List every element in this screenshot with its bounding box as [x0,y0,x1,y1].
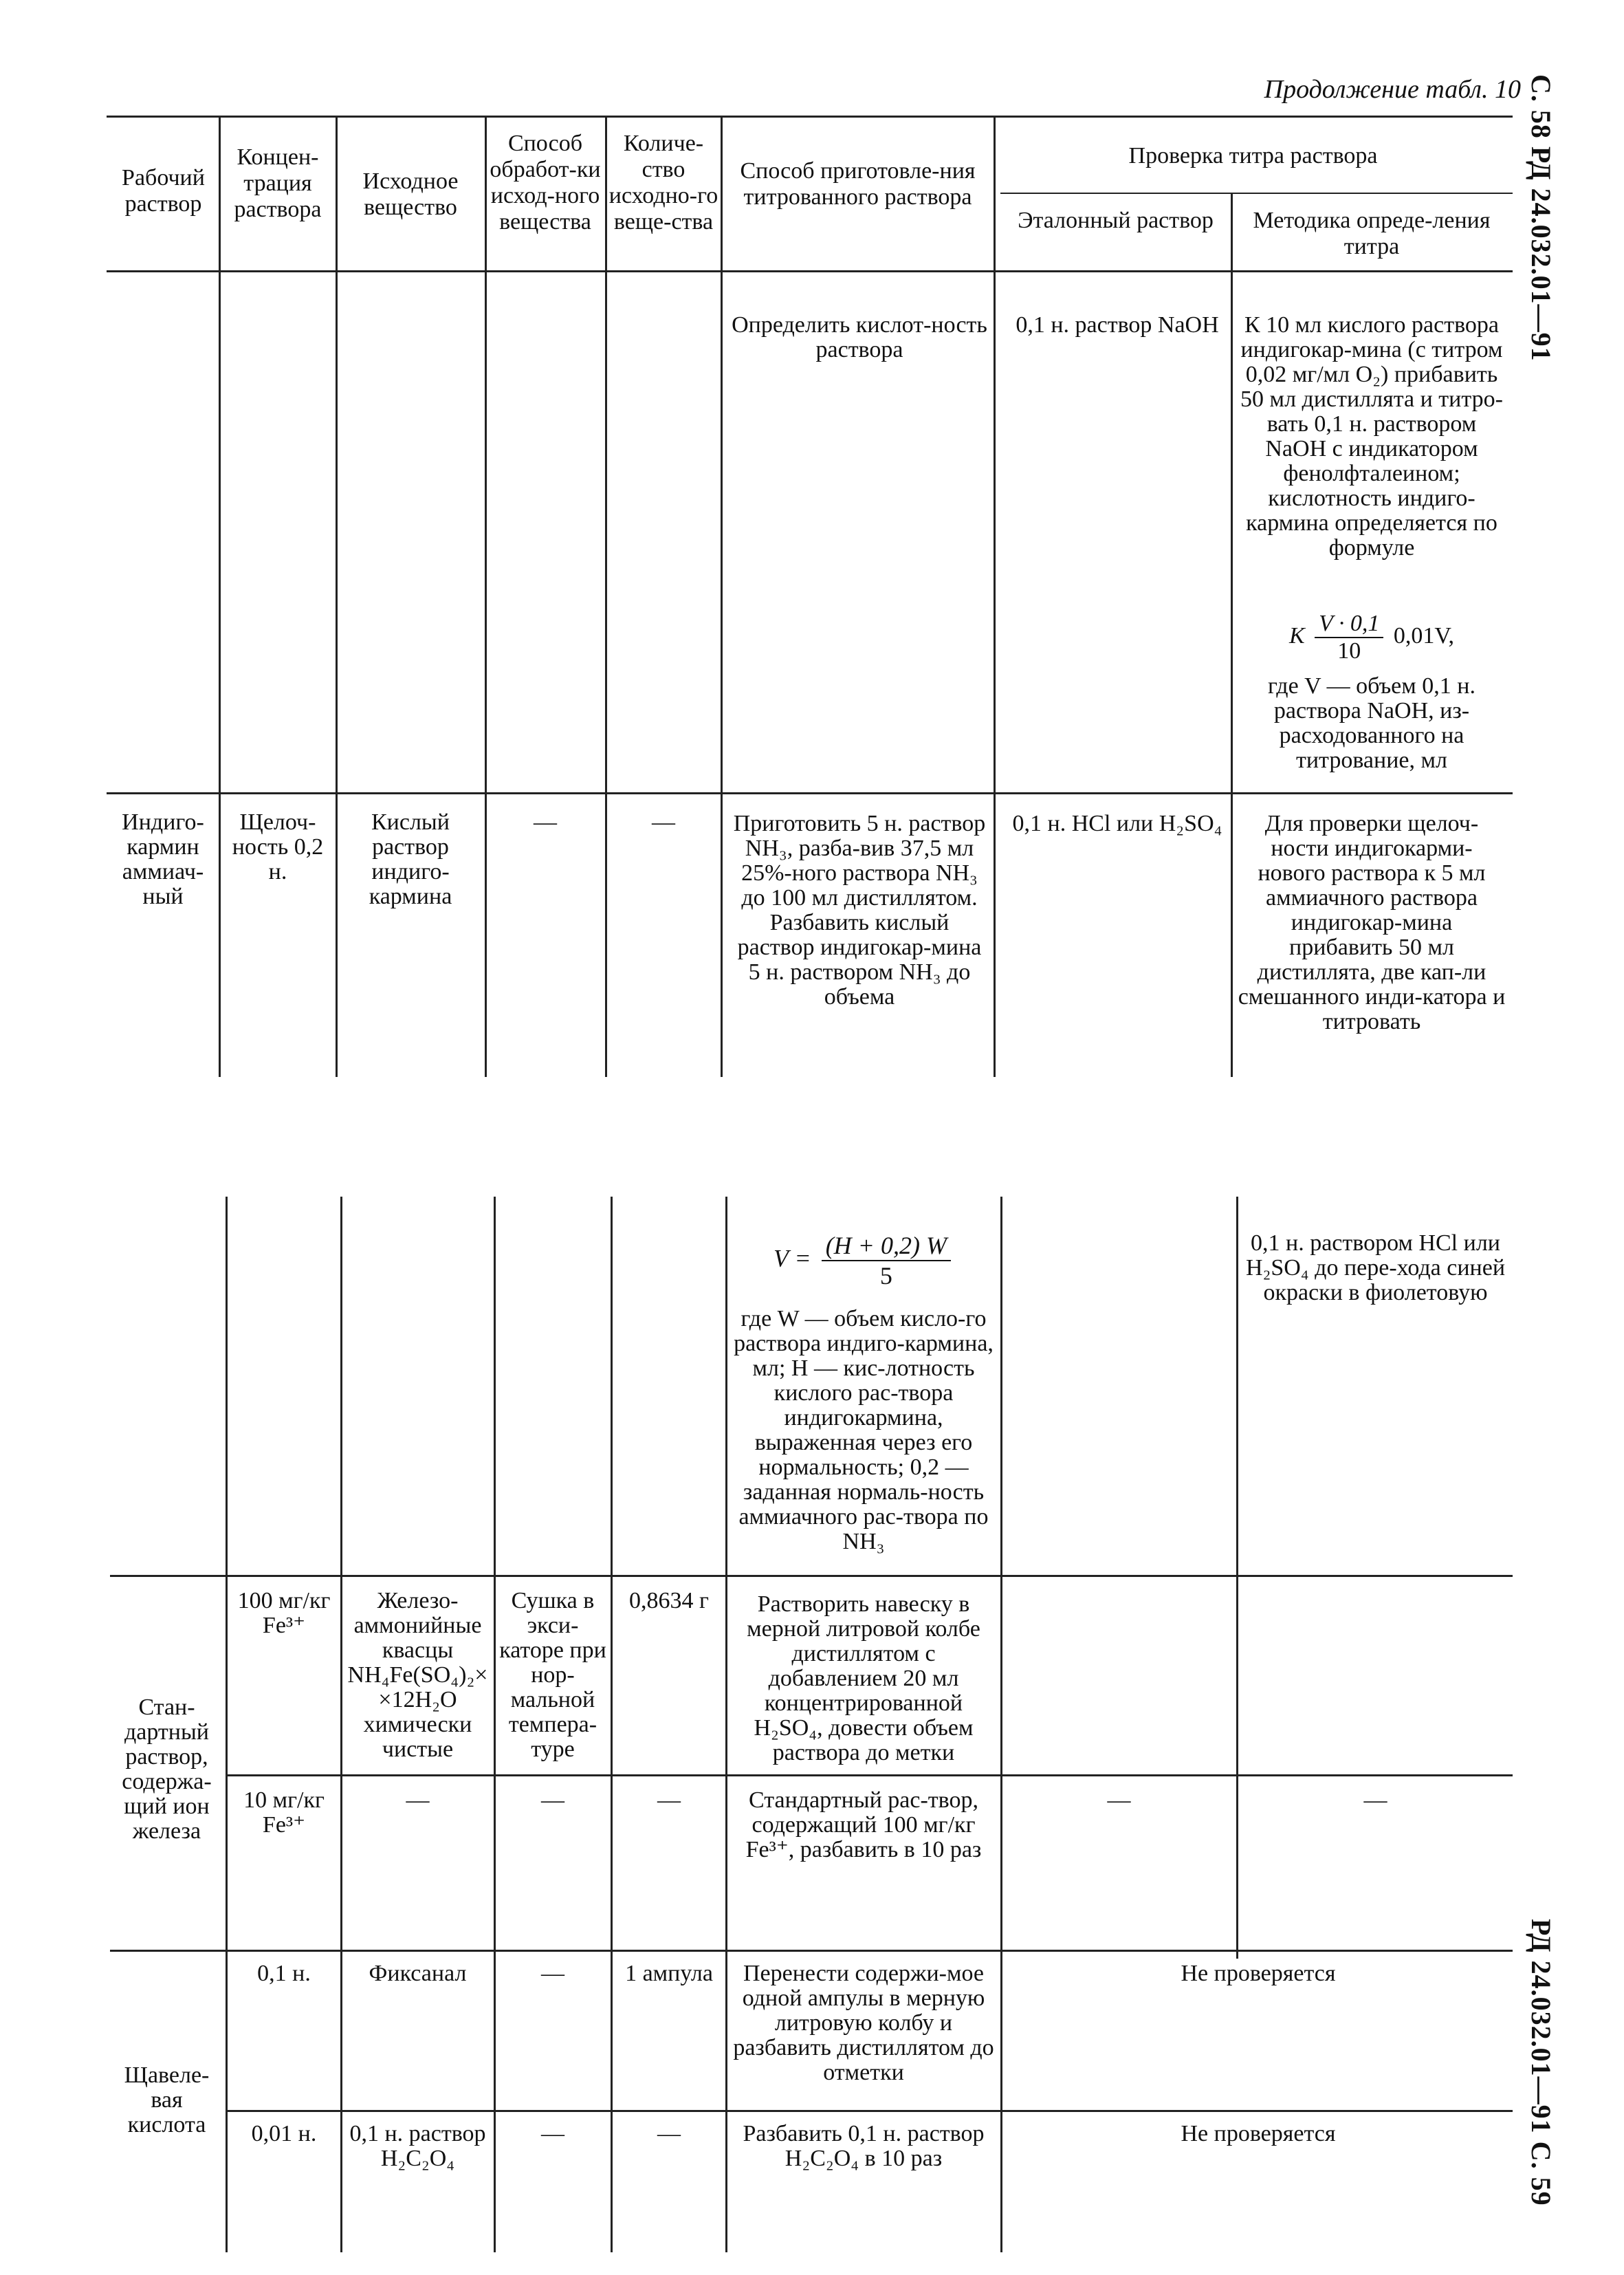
formula-k: K [1288,622,1305,649]
formula-fraction-v [822,1231,951,1290]
formula-v-denominator: 5 [879,1262,892,1289]
row4a-method: Растворить навеску в мерной литровой колбе дистиллятом с добавлением 20 мл концентрированной H₂SO₄, довести объем раствора до метки [747,1591,980,1765]
row2-concentration: Щелоч-ность 0,2 н. [232,809,324,884]
formula-v: V = [773,1244,811,1272]
header-working-solution: Рабочий раствор [122,165,205,217]
row5a-concentration: 0,1 н. [257,1961,311,1986]
row5b-method: Разбавить 0,1 н. раствор H₂C₂O₄ в 10 раз [743,2121,985,2171]
side-page-label-top: С. 58 РД 24.032.01—91 [1526,74,1557,362]
header-concentration: Концен-трация раствора [234,144,322,222]
header-reference-solution: Эталонный раствор [1018,208,1214,233]
row1-where: где V — объем 0,1 н. раствора NaOH, из-расходованного на титрование, мл [1268,673,1475,773]
row5-solution: Щавеле-вая кислота [124,2062,210,2137]
row3-procedure-continued: 0,1 н. раствором HCl или H₂SO₄ до пере-хода синей окраски в фиолетовую [1245,1230,1506,1305]
side-page-label-bottom: РД 24.032.01—91 С. 59 [1526,1919,1557,2206]
formula-rest: 0,01V, [1393,622,1454,649]
row2-reference: 0,1 н. HCl или H₂SO₄ [1012,811,1222,836]
row4a-substance: Железо-аммонийные квасцы NH₄Fe(SO₄)₂× ×12H₂O химически чистые [347,1588,488,1762]
row1-formula [1238,611,1506,664]
row4b-method: Стандартный рас-твор, содержащий 100 мг/кг Fe³⁺, разбавить в 10 раз [745,1787,982,1862]
row1-method: Определить кислот-ность раствора [732,312,987,362]
row5b-amount: — [657,2121,681,2146]
row5b-check: Не проверяется [1181,2121,1336,2146]
row4a-amount: 0,8634 г [629,1588,709,1613]
header-titer-procedure: Методика опреде-ления титра [1253,208,1491,259]
row1-procedure: К 10 мл кислого раствора индигокар-мина (с титром 0,02 мг/мл О₂) прибавить 50 мл дистиллята и титро-вать 0,1 н. раствором NaOH с индикатором фенолфталеином; кислотность индиго-кармина определяется по формуле [1240,312,1503,560]
row4b-concentration: 10 мг/кг Fe³⁺ [243,1787,325,1838]
row4a-treatment: Сушка в экси-каторе при нор-мальной темпера-туре [499,1588,606,1762]
header-treatment-method: Способ обработ-ки исход-ного вещества [490,131,601,235]
row4b-procedure: — [1363,1787,1387,1813]
formula-numerator: V · 0,1 [1315,611,1383,638]
header-preparation-method: Способ приготовле-ния титрованного раствора [740,158,976,210]
row5a-amount: 1 ампула [625,1961,713,1986]
row5b-concentration: 0,01 н. [251,2121,317,2146]
row1-reference: 0,1 н. раствор NaOH [1016,312,1219,338]
row2-solution: Индиго-кармин аммиач-ный [122,809,204,909]
row2-method: Приготовить 5 н. раствор NH₃, разба-вив 37,5 мл 25%-ного раствора NH₃ до 100 мл дистиллятом. Разбавить кислый раствор индигокар-мина 5 н. раствором NH₃ до объема [733,811,986,1010]
row2-substance: Кислый раствор индиго-кармина [369,809,452,909]
row5a-check: Не проверяется [1181,1961,1336,1986]
row4b-substance: — [406,1787,430,1813]
row2-amount: — [652,809,675,835]
row4a-concentration: 100 мг/кг Fe³⁺ [237,1588,331,1638]
continuation-title: Продолжение табл. 10 [1264,75,1521,104]
row5a-method: Перенести содержи-мое одной ампулы в мерную литровую колбу и разбавить дистиллятом до отметки [733,1961,994,2085]
row4-solution: Стан-дартный раствор, содержа-щий ион железа [122,1695,212,1844]
row5a-substance: Фиксанал [369,1961,467,1986]
row4b-amount: — [657,1787,681,1813]
row3-formula [730,1231,998,1290]
row4b-treatment: — [541,1787,564,1813]
formula-v-numerator: (H + 0,2) W [822,1231,951,1261]
row5b-treatment: — [541,2121,564,2146]
header-initial-substance: Исходное вещество [362,168,459,220]
row5b-substance: 0,1 н. раствор H₂C₂O₄ [349,2121,486,2171]
formula-fraction [1315,611,1383,664]
row2-treatment: — [534,809,557,835]
row4b-reference: — [1107,1787,1131,1813]
header-titer-check: Проверка титра раствора [1128,143,1378,168]
header-substance-amount: Количе-ство исходно-го веще-ства [608,131,718,235]
row3-method-continued: где W — объем кисло-го раствора индиго-кармина, мл; H — кис-лотность кислого рас-твора индигокармина, выраженная через его нормальность; 0,2 — заданная нормаль-ность аммиачного рас-твора по NH₃ [734,1306,994,1554]
row2-procedure: Для проверки щелоч-ности индигокарми-нового раствора к 5 мл аммиачного раствора индигокар-мина прибавить 50 мл дистиллята, две кап-ли смешанного инди-катора и титровать [1238,811,1506,1034]
formula-denominator: 10 [1337,638,1361,664]
row5a-treatment: — [541,1961,564,1986]
